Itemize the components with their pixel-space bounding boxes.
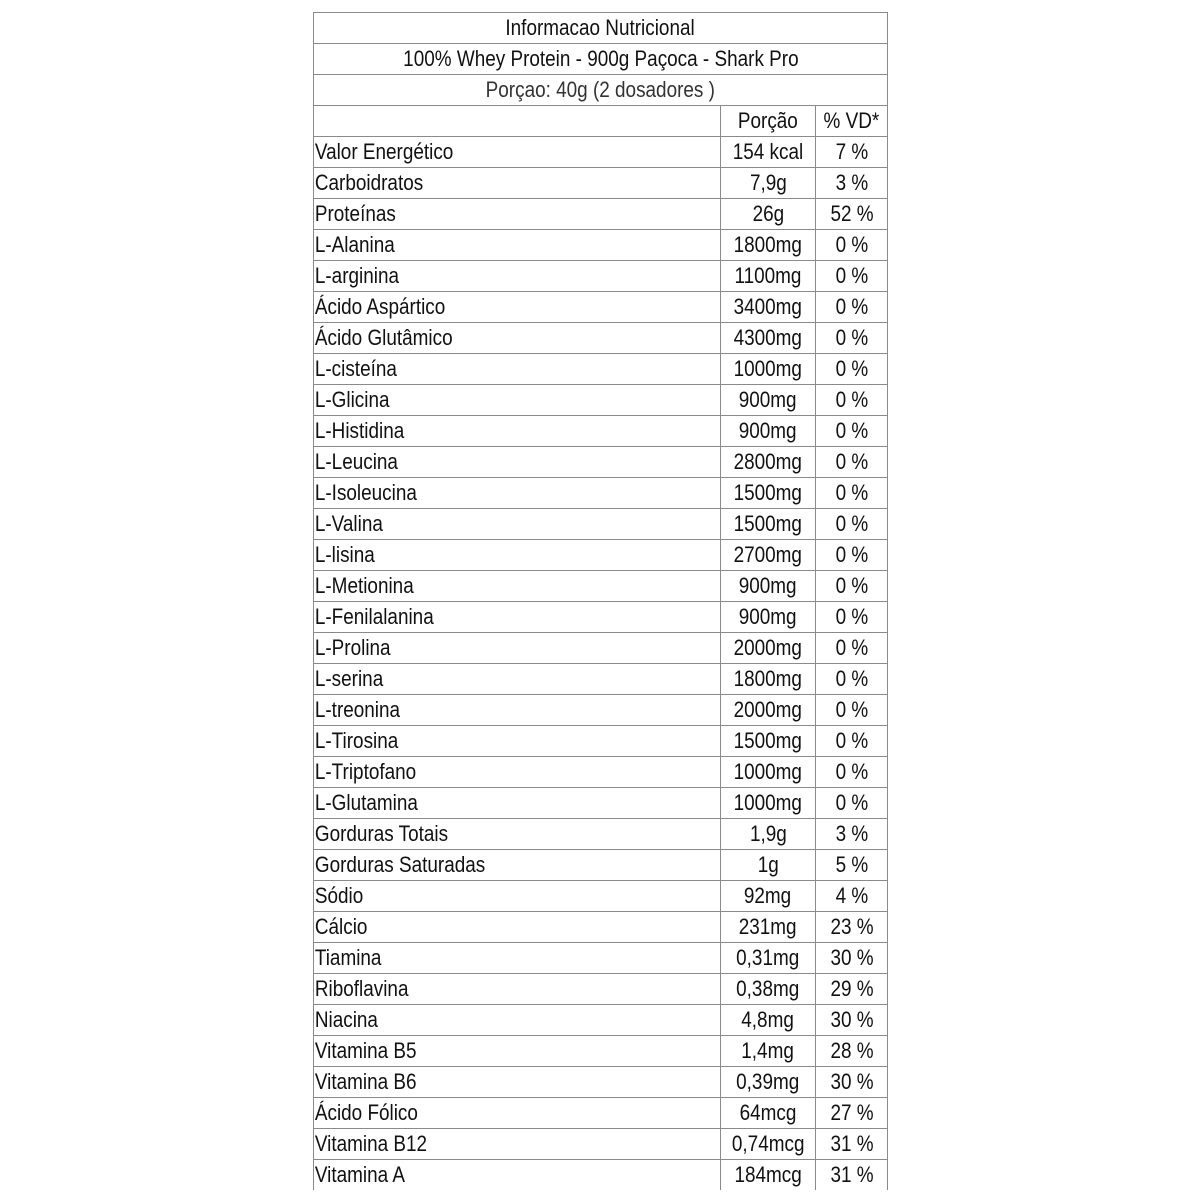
table-row — [314, 136, 887, 167]
nutrient-amount: 2800mg — [733, 449, 803, 474]
product-name-row — [314, 43, 887, 74]
nutrient-name-cell — [314, 478, 720, 508]
nutrient-name-cell — [314, 912, 720, 942]
nutrient-name: L-Isoleucina — [314, 480, 417, 505]
nutrient-dv-cell — [815, 199, 887, 229]
nutrient-amount: 92mg — [744, 883, 792, 908]
nutrient-name-cell — [314, 633, 720, 663]
nutrient-name: Riboflavina — [314, 976, 409, 1001]
nutrient-amount-cell — [720, 199, 816, 229]
nutrient-amount: 1100mg — [734, 263, 802, 288]
column-header-row — [314, 105, 887, 136]
nutrient-dv-cell — [815, 1098, 887, 1128]
nutrient-amount: 1000mg — [733, 790, 803, 815]
table-row — [314, 1004, 887, 1035]
nutrient-dv-cell — [815, 1036, 887, 1066]
nutrient-name-cell — [314, 137, 720, 167]
nutrient-name-cell — [314, 1129, 720, 1159]
nutrient-dv-cell — [815, 323, 887, 353]
nutrient-amount: 0,31mg — [736, 945, 800, 970]
nutrient-dv-cell — [815, 354, 887, 384]
nutrient-dv: 52 % — [830, 201, 874, 226]
nutrient-dv: 31 % — [830, 1162, 874, 1187]
nutrient-name: Proteínas — [314, 201, 396, 226]
nutrient-name-cell — [314, 664, 720, 694]
nutrient-dv-cell — [815, 137, 887, 167]
nutrient-dv-cell — [815, 1160, 887, 1190]
product-name: 100% Whey Protein - 900g Paçoca - Shark Pro — [402, 46, 799, 71]
table-row — [314, 167, 887, 198]
nutrient-dv: 0 % — [835, 697, 868, 722]
nutrient-name-cell — [314, 726, 720, 756]
table-row — [314, 973, 887, 1004]
nutrient-dv-cell — [815, 168, 887, 198]
nutrient-rows — [314, 136, 887, 1190]
nutrient-amount-cell — [720, 416, 816, 446]
nutrient-dv-cell — [815, 695, 887, 725]
nutrient-amount-cell — [720, 664, 816, 694]
table-row — [314, 570, 887, 601]
table-row — [314, 353, 887, 384]
nutrient-amount: 1,4mg — [741, 1038, 795, 1063]
serving-size-row — [314, 74, 887, 105]
nutrient-name-cell — [314, 1036, 720, 1066]
table-row — [314, 880, 887, 911]
nutrient-name-cell — [314, 1067, 720, 1097]
nutrient-dv-cell — [815, 478, 887, 508]
table-row — [314, 818, 887, 849]
nutrient-amount: 1800mg — [733, 232, 803, 257]
header-nutrient-cell — [314, 106, 720, 136]
nutrient-name-cell — [314, 447, 720, 477]
nutrient-name: Carboidratos — [314, 170, 424, 195]
table-row — [314, 756, 887, 787]
nutrient-dv: 0 % — [835, 728, 868, 753]
nutrient-amount-cell — [720, 261, 816, 291]
nutrient-amount: 1500mg — [733, 511, 803, 536]
nutrient-amount-cell — [720, 1067, 816, 1097]
table-row — [314, 1066, 887, 1097]
nutrient-name: Tiamina — [314, 945, 382, 970]
nutrient-dv: 0 % — [835, 263, 868, 288]
nutrient-name-cell — [314, 757, 720, 787]
table-row — [314, 384, 887, 415]
nutrient-name-cell — [314, 788, 720, 818]
nutrient-dv-cell — [815, 385, 887, 415]
nutrient-amount-cell — [720, 912, 816, 942]
nutrient-dv: 31 % — [830, 1131, 874, 1156]
nutrient-dv: 0 % — [835, 356, 868, 381]
nutrient-name-cell — [314, 230, 720, 260]
nutrient-dv-cell — [815, 447, 887, 477]
nutrient-name: Ácido Aspártico — [314, 294, 446, 319]
table-row — [314, 1035, 887, 1066]
nutrient-name: L-arginina — [314, 263, 400, 288]
nutrient-dv-cell — [815, 943, 887, 973]
nutrient-amount-cell — [720, 168, 816, 198]
nutrient-name-cell — [314, 1160, 720, 1190]
nutrient-amount-cell — [720, 354, 816, 384]
nutrient-dv: 0 % — [835, 573, 868, 598]
nutrient-name: L-Glutamina — [314, 790, 418, 815]
nutrient-amount-cell — [720, 323, 816, 353]
nutrient-dv: 27 % — [830, 1100, 874, 1125]
nutrient-name: Vitamina A — [314, 1162, 405, 1187]
nutrient-amount-cell — [720, 788, 816, 818]
nutrient-amount-cell — [720, 447, 816, 477]
nutrient-name-cell — [314, 261, 720, 291]
nutrient-name: Cálcio — [314, 914, 368, 939]
nutrient-dv: 0 % — [835, 635, 868, 660]
nutrient-dv-cell — [815, 509, 887, 539]
nutrient-name: L-serina — [314, 666, 384, 691]
nutrient-name: L-lisina — [314, 542, 375, 567]
nutrient-name-cell — [314, 385, 720, 415]
nutrient-name-cell — [314, 819, 720, 849]
nutrient-dv-cell — [815, 571, 887, 601]
nutrient-dv-cell — [815, 1067, 887, 1097]
nutrient-name: L-Histidina — [314, 418, 405, 443]
nutrient-name-cell — [314, 354, 720, 384]
nutrient-name: L-cisteína — [314, 356, 397, 381]
nutrient-amount: 1500mg — [733, 728, 803, 753]
nutrient-amount: 4300mg — [733, 325, 803, 350]
nutrient-amount-cell — [720, 1129, 816, 1159]
nutrient-amount: 1g — [757, 852, 779, 877]
nutrient-amount-cell — [720, 292, 816, 322]
table-row — [314, 911, 887, 942]
nutrient-amount-cell — [720, 385, 816, 415]
nutrient-dv-cell — [815, 757, 887, 787]
nutrient-name: L-Metionina — [314, 573, 414, 598]
nutrient-name-cell — [314, 292, 720, 322]
nutrient-dv-cell — [815, 602, 887, 632]
nutrient-dv: 0 % — [835, 325, 868, 350]
nutrient-name-cell — [314, 695, 720, 725]
table-row — [314, 291, 887, 322]
nutrient-name: Ácido Fólico — [314, 1100, 418, 1125]
nutrient-name: Niacina — [314, 1007, 378, 1032]
nutrient-dv: 30 % — [830, 1069, 874, 1094]
nutrient-dv: 0 % — [835, 232, 868, 257]
nutrient-amount-cell — [720, 695, 816, 725]
nutrient-amount-cell — [720, 602, 816, 632]
nutrient-amount: 1000mg — [733, 356, 803, 381]
nutrient-dv-cell — [815, 1005, 887, 1035]
nutrient-amount-cell — [720, 819, 816, 849]
nutrient-name-cell — [314, 509, 720, 539]
nutrient-amount: 64mcg — [739, 1100, 797, 1125]
nutrient-dv-cell — [815, 850, 887, 880]
nutrient-name: Vitamina B6 — [314, 1069, 417, 1094]
nutrient-amount-cell — [720, 137, 816, 167]
nutrient-name: L-Triptofano — [314, 759, 417, 784]
nutrient-amount: 900mg — [738, 573, 797, 598]
nutrient-amount: 231mg — [738, 914, 797, 939]
nutrient-dv: 0 % — [835, 790, 868, 815]
nutrient-amount: 1500mg — [733, 480, 803, 505]
nutrient-dv: 0 % — [835, 542, 868, 567]
table-row — [314, 260, 887, 291]
nutrient-amount-cell — [720, 230, 816, 260]
nutrient-name-cell — [314, 1005, 720, 1035]
nutrient-dv: 5 % — [835, 852, 868, 877]
table-row — [314, 1097, 887, 1128]
nutrient-amount: 0,39mg — [736, 1069, 800, 1094]
nutrient-dv: 30 % — [830, 1007, 874, 1032]
serving-size: Porçao: 40g (2 dosadores ) — [485, 77, 716, 102]
table-row — [314, 663, 887, 694]
nutrient-dv-cell — [815, 912, 887, 942]
nutrient-amount: 2000mg — [733, 635, 803, 660]
nutrient-amount-cell — [720, 850, 816, 880]
nutrient-name-cell — [314, 571, 720, 601]
header-dv-cell — [815, 106, 887, 136]
nutrient-name-cell — [314, 168, 720, 198]
table-title-row — [314, 12, 887, 43]
nutrient-name-cell — [314, 323, 720, 353]
nutrient-dv-cell — [815, 230, 887, 260]
nutrient-amount-cell — [720, 757, 816, 787]
nutrient-name-cell — [314, 199, 720, 229]
nutrient-amount-cell — [720, 478, 816, 508]
nutrient-amount-cell — [720, 1160, 816, 1190]
nutrient-dv: 0 % — [835, 759, 868, 784]
nutrient-dv-cell — [815, 292, 887, 322]
nutrient-dv-cell — [815, 788, 887, 818]
table-row — [314, 632, 887, 663]
nutrient-amount: 26g — [752, 201, 784, 226]
nutrition-facts-table — [313, 12, 888, 1190]
nutrient-amount: 3400mg — [733, 294, 803, 319]
nutrient-name: Gorduras Saturadas — [314, 852, 486, 877]
nutrient-amount-cell — [720, 1036, 816, 1066]
nutrient-name-cell — [314, 974, 720, 1004]
nutrient-amount: 1,9g — [749, 821, 787, 846]
nutrient-amount: 900mg — [738, 387, 797, 412]
nutrient-dv-cell — [815, 1129, 887, 1159]
nutrient-name-cell — [314, 416, 720, 446]
nutrient-name: Ácido Glutâmico — [314, 325, 453, 350]
header-amount: Porção — [737, 108, 798, 133]
nutrient-dv: 7 % — [835, 139, 868, 164]
nutrient-dv: 28 % — [830, 1038, 874, 1063]
nutrient-dv: 23 % — [830, 914, 874, 939]
nutrient-name: L-Prolina — [314, 635, 391, 660]
nutrient-name: L-treonina — [314, 697, 401, 722]
table-row — [314, 539, 887, 570]
nutrient-name-cell — [314, 850, 720, 880]
nutrient-dv-cell — [815, 819, 887, 849]
table-title: Informacao Nutricional — [505, 15, 696, 40]
nutrient-dv-cell — [815, 540, 887, 570]
table-row — [314, 477, 887, 508]
nutrient-name: Sódio — [314, 883, 364, 908]
nutrient-amount: 1000mg — [733, 759, 803, 784]
nutrient-dv-cell — [815, 974, 887, 1004]
nutrient-dv: 4 % — [835, 883, 868, 908]
nutrient-amount: 4,8mg — [741, 1007, 795, 1032]
nutrient-dv-cell — [815, 881, 887, 911]
table-row — [314, 694, 887, 725]
header-amount-cell — [720, 106, 816, 136]
nutrient-dv: 0 % — [835, 604, 868, 629]
table-row — [314, 942, 887, 973]
table-row — [314, 1159, 887, 1190]
nutrient-amount-cell — [720, 571, 816, 601]
table-row — [314, 849, 887, 880]
nutrient-name-cell — [314, 943, 720, 973]
nutrient-amount: 1800mg — [733, 666, 803, 691]
nutrient-amount-cell — [720, 633, 816, 663]
nutrient-name: L-Glicina — [314, 387, 390, 412]
nutrient-amount: 900mg — [738, 418, 797, 443]
nutrient-amount-cell — [720, 1005, 816, 1035]
nutrient-dv: 0 % — [835, 387, 868, 412]
nutrient-dv-cell — [815, 664, 887, 694]
nutrient-amount-cell — [720, 1098, 816, 1128]
nutrient-amount: 0,38mg — [736, 976, 800, 1001]
nutrient-dv: 0 % — [835, 511, 868, 536]
nutrient-amount: 0,74mcg — [731, 1131, 805, 1156]
nutrient-amount-cell — [720, 881, 816, 911]
header-dv: % VD* — [823, 108, 880, 133]
table-row — [314, 601, 887, 632]
table-row — [314, 787, 887, 818]
table-row — [314, 415, 887, 446]
nutrient-dv-cell — [815, 261, 887, 291]
nutrient-dv-cell — [815, 726, 887, 756]
nutrient-amount: 7,9g — [749, 170, 787, 195]
nutrient-amount: 2000mg — [733, 697, 803, 722]
nutrient-amount-cell — [720, 943, 816, 973]
nutrient-name-cell — [314, 881, 720, 911]
nutrient-dv: 0 % — [835, 418, 868, 443]
nutrient-amount-cell — [720, 509, 816, 539]
table-row — [314, 1128, 887, 1159]
nutrient-dv-cell — [815, 633, 887, 663]
table-row — [314, 725, 887, 756]
nutrient-name: L-Fenilalanina — [314, 604, 434, 629]
nutrient-amount: 2700mg — [733, 542, 803, 567]
table-row — [314, 508, 887, 539]
nutrient-dv: 3 % — [835, 821, 868, 846]
nutrient-name: L-Leucina — [314, 449, 398, 474]
table-row — [314, 446, 887, 477]
nutrient-name-cell — [314, 602, 720, 632]
nutrient-amount-cell — [720, 974, 816, 1004]
nutrient-name: L-Alanina — [314, 232, 395, 257]
nutrient-name-cell — [314, 1098, 720, 1128]
table-row — [314, 322, 887, 353]
nutrient-name: L-Tirosina — [314, 728, 399, 753]
table-row — [314, 198, 887, 229]
nutrient-name: Gorduras Totais — [314, 821, 449, 846]
nutrient-dv: 0 % — [835, 449, 868, 474]
nutrient-amount: 184mcg — [734, 1162, 802, 1187]
nutrient-dv-cell — [815, 416, 887, 446]
nutrient-name: Vitamina B12 — [314, 1131, 428, 1156]
nutrient-amount-cell — [720, 726, 816, 756]
nutrient-name-cell — [314, 540, 720, 570]
nutrient-dv: 3 % — [835, 170, 868, 195]
nutrient-dv: 29 % — [830, 976, 874, 1001]
nutrient-name: Valor Energético — [314, 139, 454, 164]
nutrient-amount: 900mg — [738, 604, 797, 629]
nutrient-dv: 0 % — [835, 666, 868, 691]
table-row — [314, 229, 887, 260]
nutrient-dv: 30 % — [830, 945, 874, 970]
nutrient-amount: 154 kcal — [732, 139, 804, 164]
nutrient-name: L-Valina — [314, 511, 383, 536]
nutrient-dv: 0 % — [835, 294, 868, 319]
nutrient-name: Vitamina B5 — [314, 1038, 417, 1063]
nutrient-amount-cell — [720, 540, 816, 570]
nutrient-dv: 0 % — [835, 480, 868, 505]
